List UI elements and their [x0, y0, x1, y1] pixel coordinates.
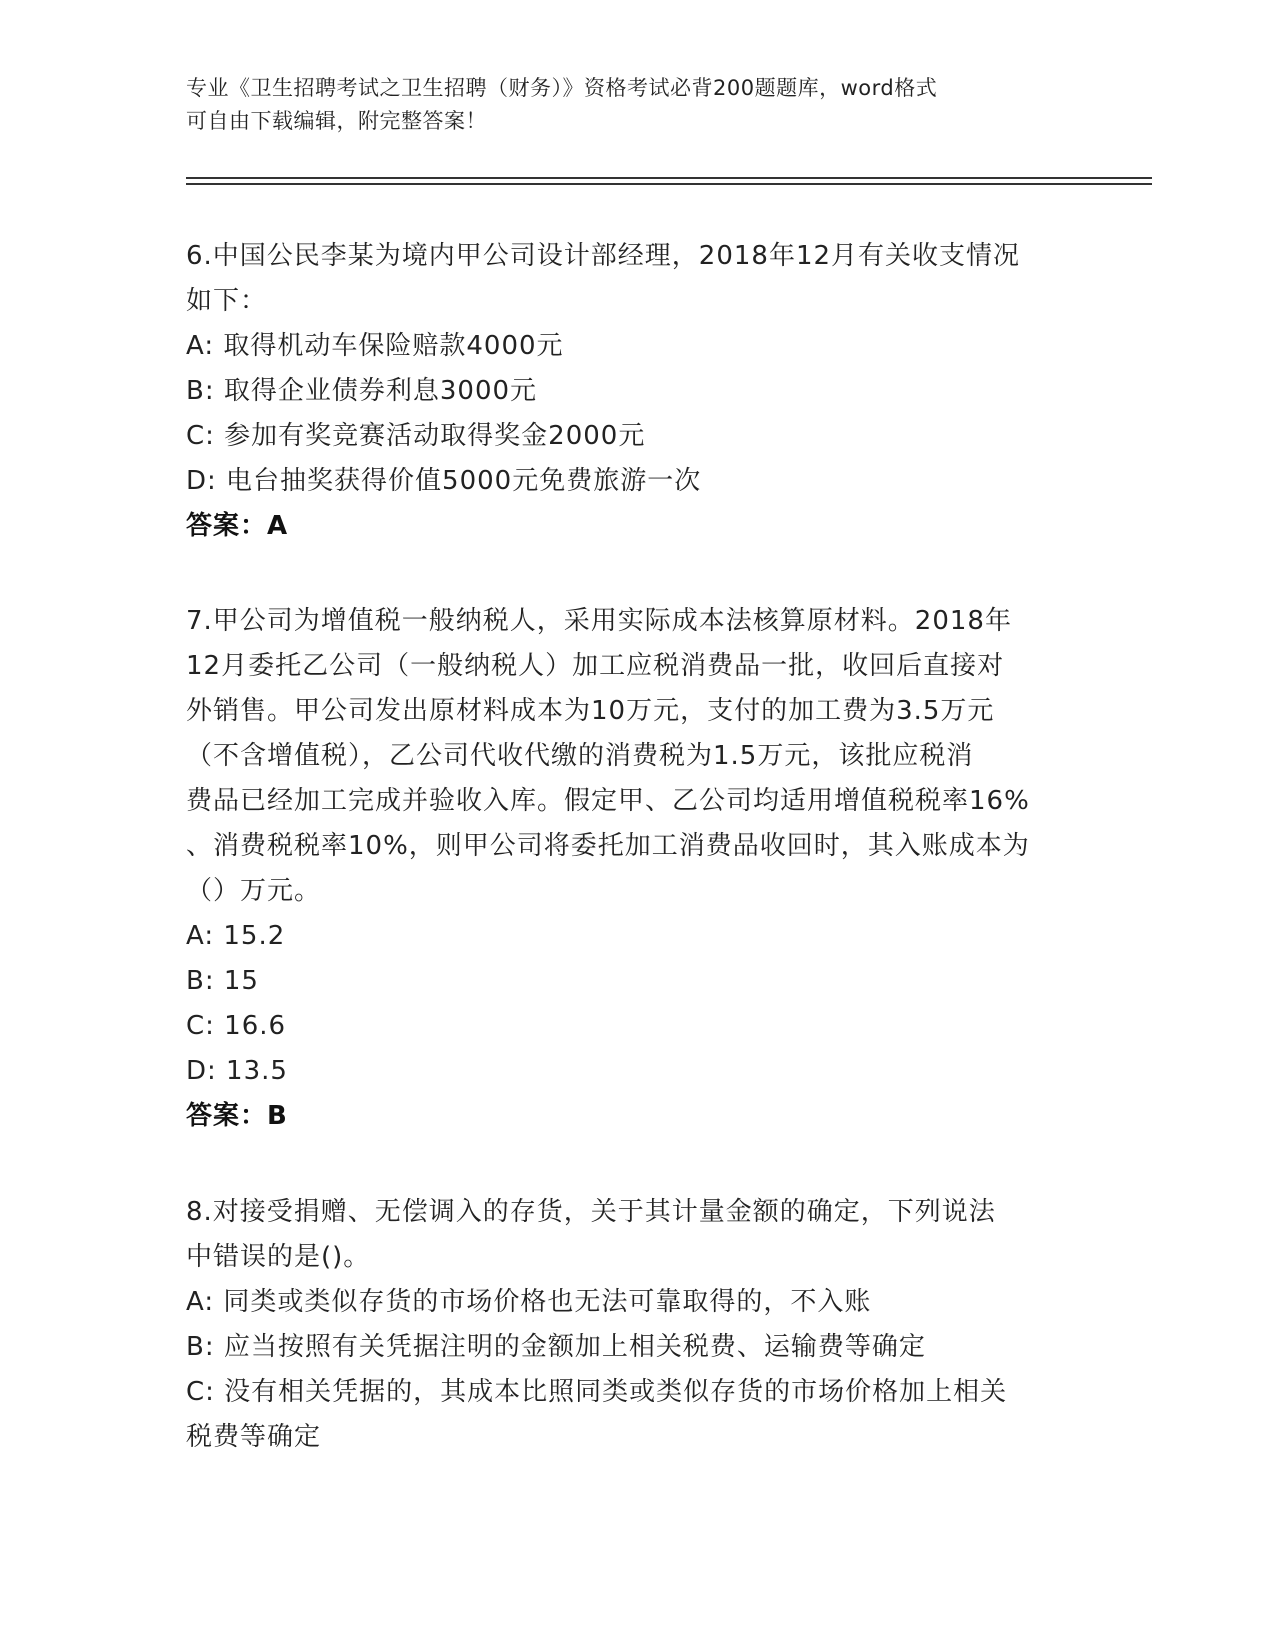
option-d: D: 电台抽奖获得价值5000元免费旅游一次: [186, 466, 702, 496]
question-stem-line: 外销售。甲公司发出原材料成本为10万元，支付的加工费为3.5万元: [186, 696, 995, 726]
option-c: C: 参加有奖竞赛活动取得奖金2000元: [186, 421, 646, 451]
question-6: [186, 234, 1096, 549]
question-stem-line: 8.对接受捐赠、无偿调入的存货，关于其计量金额的确定，下列说法: [186, 1197, 996, 1227]
option-c: C: 没有相关凭据的，其成本比照同类或类似存货的市场价格加上相关: [186, 1377, 1008, 1407]
option-b: B: 取得企业债券利息3000元: [186, 376, 538, 406]
question-stem-line: 费品已经加工完成并验收入库。假定甲、乙公司均适用增值税税率16%: [186, 786, 1030, 816]
answer-label: 答案：A: [186, 511, 289, 541]
question-8: [186, 1190, 1096, 1460]
option-c-continued: 税费等确定: [186, 1422, 322, 1452]
option-b: B: 应当按照有关凭据注明的金额加上相关税费、运输费等确定: [186, 1332, 926, 1362]
question-stem-line: 6.中国公民李某为境内甲公司设计部经理，2018年12月有关收支情况: [186, 241, 1021, 271]
option-d: D: 13.5: [186, 1056, 288, 1086]
header-line-1: 专业《卫生招聘考试之卫生招聘（财务）》资格考试必背200题题库，word格式: [186, 76, 938, 100]
document-header: [186, 72, 1086, 138]
option-b: B: 15: [186, 966, 259, 996]
question-7: [186, 599, 1096, 1139]
header-divider-top: [186, 177, 1152, 179]
question-stem-line: 中错误的是()。: [186, 1242, 371, 1272]
question-stem-line: 12月委托乙公司（一般纳税人）加工应税消费品一批，收回后直接对: [186, 651, 1005, 681]
answer-label: 答案：B: [186, 1101, 288, 1131]
question-stem-line: （）万元。: [186, 876, 322, 906]
question-stem-line: 、消费税税率10%，则甲公司将委托加工消费品收回时，其入账成本为: [186, 831, 1030, 861]
header-line-2: 可自由下载编辑，附完整答案！: [186, 109, 487, 133]
header-divider-bottom: [186, 183, 1152, 185]
question-stem-line: （不含增值税），乙公司代收代缴的消费税为1.5万元，该批应税消: [186, 741, 974, 771]
option-a: A: 取得机动车保险赔款4000元: [186, 331, 564, 361]
option-a: A: 15.2: [186, 921, 286, 951]
option-a: A: 同类或类似存货的市场价格也无法可靠取得的，不入账: [186, 1287, 872, 1317]
question-stem-line: 如下：: [186, 286, 268, 316]
question-stem-line: 7.甲公司为增值税一般纳税人，采用实际成本法核算原材料。2018年: [186, 606, 1012, 636]
option-c: C: 16.6: [186, 1011, 287, 1041]
